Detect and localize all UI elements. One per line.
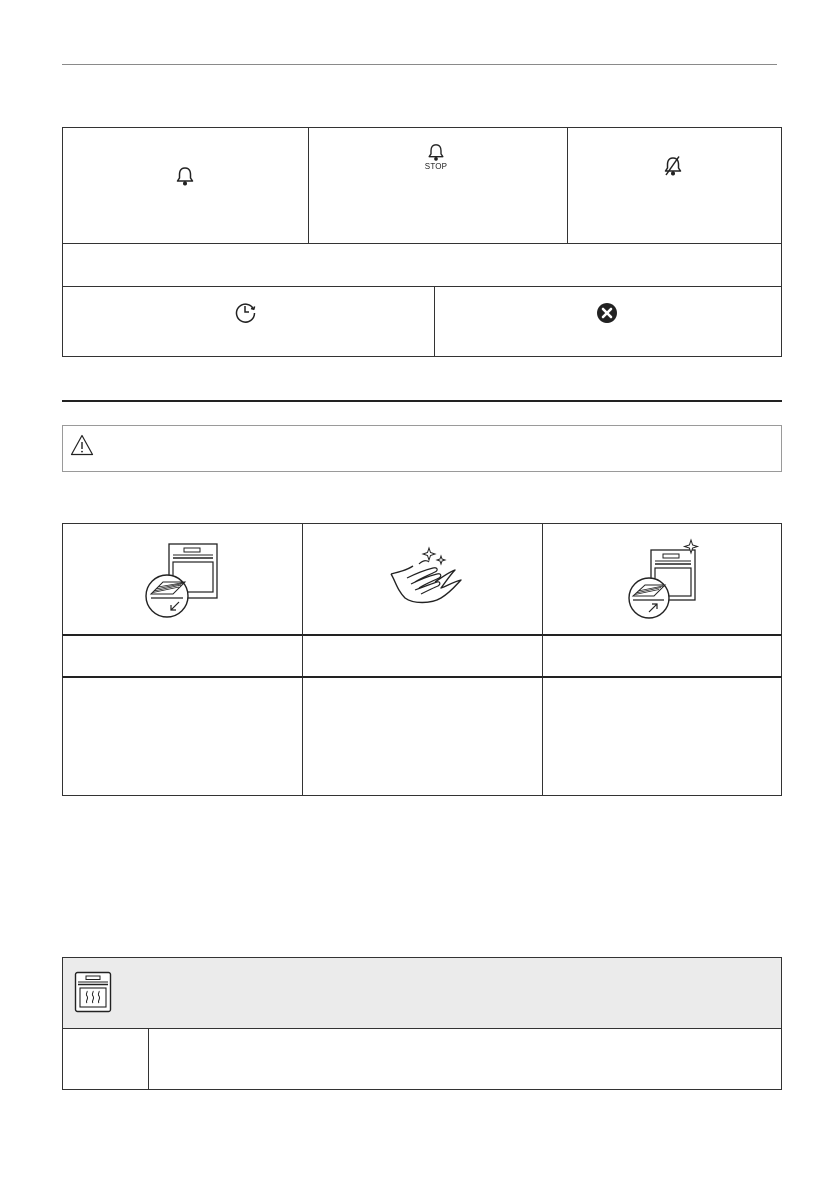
cleaning-desc-2	[302, 676, 543, 796]
cleaning-label-1	[62, 634, 303, 678]
warning-triangle-icon	[69, 432, 95, 458]
alarm-cell-bell-stop	[308, 127, 568, 244]
function-row-description	[148, 1028, 782, 1090]
hand-cloth-clean-icon	[381, 540, 465, 620]
oven-remove-accessory-icon	[137, 540, 221, 620]
bell-icon	[171, 164, 199, 188]
bell-stop-icon	[421, 140, 451, 174]
alarm-row-description	[62, 243, 782, 287]
cleaning-cell-wipe	[302, 523, 543, 635]
alarm-cell-clock	[62, 286, 435, 357]
oven-heating-icon	[73, 970, 113, 1014]
cleaning-cell-insert	[542, 523, 782, 635]
stop-label: STOP	[424, 162, 448, 171]
alarm-cell-close	[434, 286, 782, 357]
clock-refresh-icon	[233, 299, 259, 325]
cleaning-label-2	[302, 634, 543, 678]
oven-insert-accessory-icon	[619, 538, 703, 620]
cleaning-desc-3	[542, 676, 782, 796]
alarm-cell-bell-muted	[567, 127, 782, 244]
alarm-cell-bell	[62, 127, 309, 244]
cleaning-cell-remove	[62, 523, 303, 635]
header-rule	[62, 64, 777, 65]
bell-muted-icon	[660, 154, 686, 178]
warning-box	[62, 425, 782, 472]
function-header	[62, 957, 782, 1029]
section-rule	[62, 400, 782, 402]
cleaning-desc-1	[62, 676, 303, 796]
close-circle-icon	[595, 301, 619, 325]
cleaning-label-3	[542, 634, 782, 678]
function-row-label	[62, 1028, 149, 1090]
